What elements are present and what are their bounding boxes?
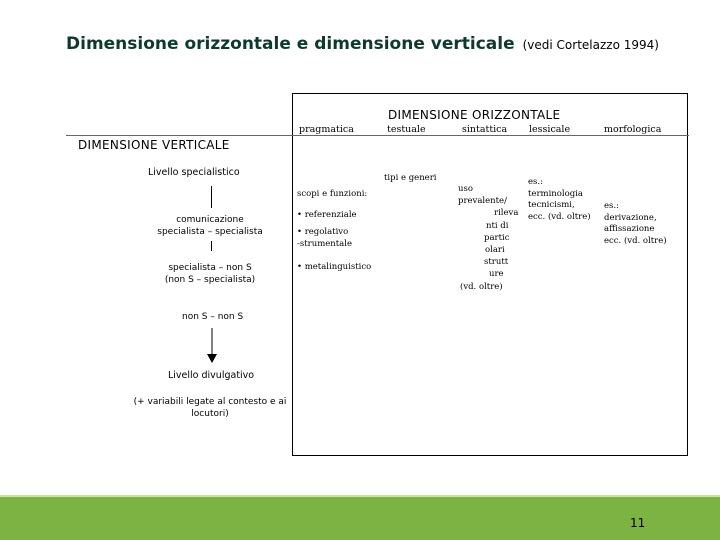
lessicale-text xyxy=(528,177,591,223)
morfologica-text xyxy=(604,201,667,247)
comm-nonspecialist-nonspecialist: non S – non S xyxy=(182,312,244,322)
less-line-3: tecnicismi, xyxy=(528,200,575,210)
sint-line-7: strutt xyxy=(484,257,509,268)
sint-line-3: rileva xyxy=(494,208,519,219)
note-line-1: (+ variabili legate al contesto e ai xyxy=(133,397,287,407)
sint-line-1: uso xyxy=(458,184,473,194)
morf-line-4: ecc. (vd. oltre) xyxy=(604,235,667,246)
header-divider xyxy=(66,135,689,136)
less-line-1: es.: xyxy=(528,177,543,187)
testuale-text: tipi e generi xyxy=(384,173,437,183)
column-pragmatica: pragmatica xyxy=(299,124,354,135)
context-note xyxy=(105,396,315,420)
sint-line-9: (vd. oltre) xyxy=(460,281,503,292)
level-specialist: Livello specialistico xyxy=(148,167,240,178)
comm-1-line-2: specialista – specialista xyxy=(157,227,263,237)
morf-line-2: derivazione, xyxy=(604,212,657,223)
comm-1-line-1: comunicazione xyxy=(176,215,244,225)
page-number: 11 xyxy=(630,516,646,530)
pragmatica-intro: scopi e funzioni: xyxy=(297,189,368,199)
comm-specialist-nonspecialist xyxy=(130,262,290,286)
level-divulgative: Livello divulgativo xyxy=(168,370,255,381)
morf-line-3: affissazione xyxy=(604,224,655,234)
note-line-2: locutori) xyxy=(191,409,229,419)
sint-line-6: olari xyxy=(485,245,505,256)
less-line-4: ecc. (vd. oltre) xyxy=(528,211,591,222)
sint-line-8: ure xyxy=(489,269,504,280)
pragmatica-item-referenziale: • referenziale xyxy=(297,210,357,220)
comm-specialist-specialist xyxy=(130,214,290,238)
title-main: Dimensione orizzontale e dimensione verticale xyxy=(66,34,515,54)
column-sintattica: sintattica xyxy=(462,124,508,135)
less-line-2: terminologia xyxy=(528,188,583,199)
connector-line-2 xyxy=(211,241,212,251)
sint-line-2: prevalente/ xyxy=(458,196,507,207)
pragmatica-item-metalinguistico: • metalinguistico xyxy=(297,262,372,272)
title-source: (vedi Cortelazzo 1994) xyxy=(522,38,659,52)
arrow-down-icon xyxy=(205,328,219,364)
sint-line-4: nti di xyxy=(486,220,509,231)
column-lessicale: lessicale xyxy=(529,124,571,135)
column-testuale: testuale xyxy=(387,124,426,135)
footer-bar xyxy=(0,497,720,540)
comm-2-line-2: (non S – specialista) xyxy=(164,275,256,285)
pragmatica-item-regolativo: • regolativo xyxy=(297,227,349,237)
pragmatica-item-strumentale: -strumentale xyxy=(297,239,352,249)
horizontal-dimension-heading: DIMENSIONE ORIZZONTALE xyxy=(388,108,561,122)
morf-line-1: es.: xyxy=(604,201,619,211)
vertical-dimension-heading: DIMENSIONE VERTICALE xyxy=(78,138,230,152)
sint-line-5: partic xyxy=(484,232,510,243)
connector-line-1 xyxy=(211,186,212,208)
column-morfologica: morfologica xyxy=(604,124,662,135)
comm-2-line-1: specialista – non S xyxy=(168,263,252,273)
slide-title xyxy=(66,34,659,54)
sintattica-text xyxy=(458,183,518,293)
